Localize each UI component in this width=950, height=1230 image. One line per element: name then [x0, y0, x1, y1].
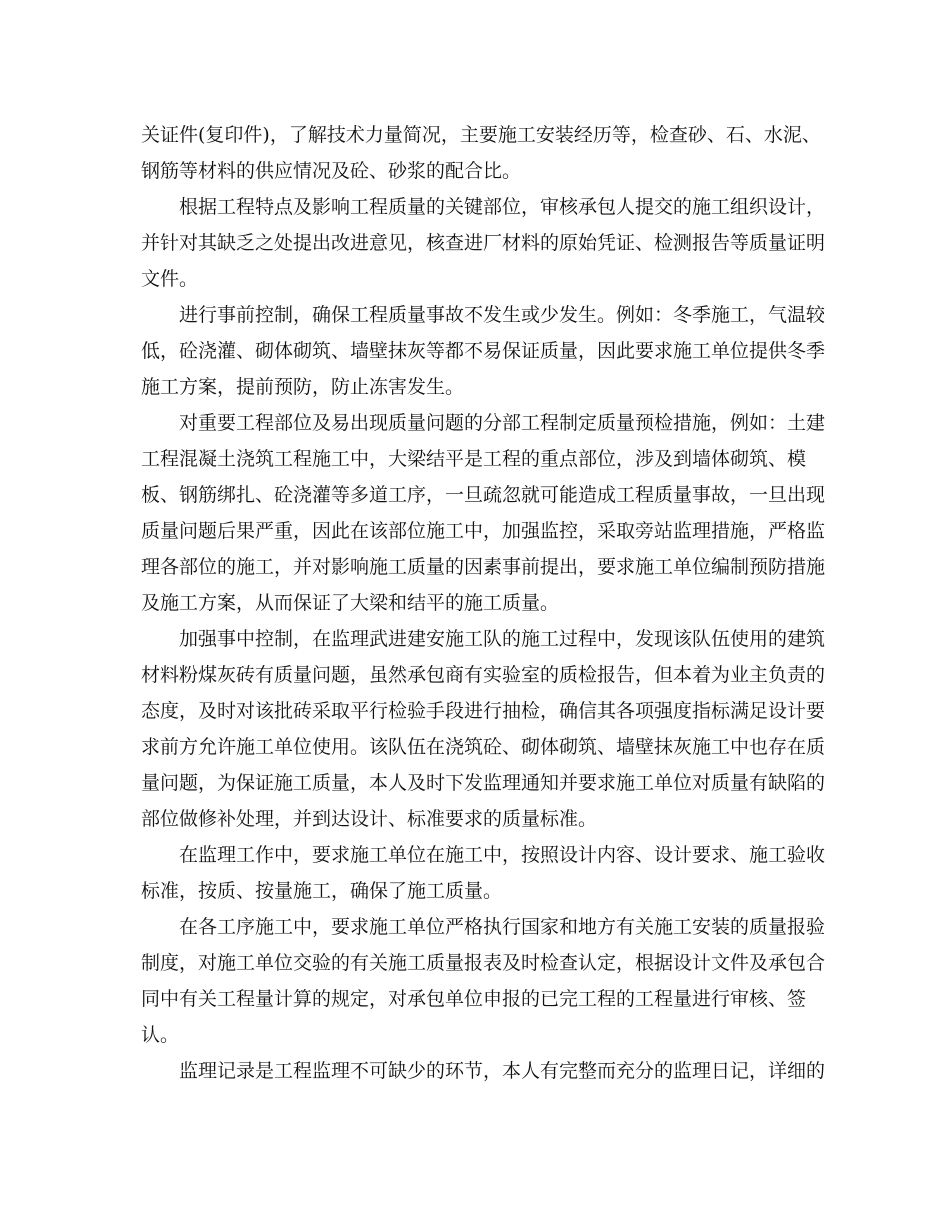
text-line: 对重要工程部位及易出现质量问题的分部工程制定质量预检措施，例如：土建 — [179, 412, 826, 434]
text-line: 根据工程特点及影响工程质量的关键部位，审核承包人提交的施工组织设计， — [179, 196, 826, 218]
paragraph-1 — [141, 117, 821, 189]
text-line: 标准，按质、按量施工，确保了施工质量。 — [141, 880, 503, 902]
text-line: 施工方案，提前预防，防止冻害发生。 — [141, 376, 465, 398]
text-line: 钢筋等材料的供应情况及砼、砂浆的配合比。 — [141, 160, 522, 182]
paragraph-7 — [141, 909, 826, 1053]
text-line: 并针对其缺乏之处提出改进意见，核查进厂材料的原始凭证、检测报告等质量证明 — [141, 232, 826, 254]
text-line: 认。 — [141, 1024, 180, 1046]
text-line: 量问题，为保证施工质量，本人及时下发监理通知并要求施工单位对质量有缺陷的 — [141, 772, 826, 794]
text-line: 低，砼浇灌、砌体砌筑、墙壁抹灰等都不易保证质量，因此要求施工单位提供冬季 — [141, 340, 826, 362]
text-line: 加强事中控制，在监理武进建安施工队的施工过程中，发现该队伍使用的建筑 — [179, 628, 826, 650]
text-line: 质量问题后果严重，因此在该部位施工中，加强监控，采取旁站监理措施，严格监 — [141, 520, 826, 542]
paragraph-3 — [141, 297, 826, 405]
paragraph-4 — [141, 405, 826, 621]
paragraph-2 — [141, 189, 826, 297]
text-line: 文件。 — [141, 268, 199, 290]
text-line: 部位做修补处理，并到达设计、标准要求的质量标准。 — [141, 808, 598, 830]
text-line: 进行事前控制，确保工程质量事故不发生或少发生。例如：冬季施工，气温较 — [179, 304, 826, 326]
text-line: 求前方允许施工单位使用。该队伍在浇筑砼、砌体砌筑、墙壁抹灰施工中也存在质 — [141, 736, 826, 758]
text-line: 同中有关工程量计算的规定，对承包单位申报的已完工程的工程量进行审核、签 — [141, 988, 807, 1010]
text-line: 关证件(复印件)，了解技术力量简况，主要施工安装经历等，检查砂、石、水泥、 — [141, 124, 821, 146]
paragraph-5 — [141, 621, 826, 837]
paragraph-8 — [141, 1053, 826, 1089]
paragraph-6 — [141, 837, 826, 909]
text-line: 态度，及时对该批砖采取平行检验手段进行抽检，确信其各项强度指标满足设计要 — [141, 700, 826, 722]
text-line: 工程混凝土浇筑工程施工中，大梁结平是工程的重点部位，涉及到墙体砌筑、模 — [141, 448, 807, 470]
text-line: 理各部位的施工，并对影响施工质量的因素事前提出，要求施工单位编制预防措施 — [141, 556, 826, 578]
text-line: 制度，对施工单位交验的有关施工质量报表及时检查认定，根据设计文件及承包合 — [141, 952, 826, 974]
text-line: 在各工序施工中，要求施工单位严格执行国家和地方有关施工安装的质量报验 — [179, 916, 826, 938]
text-line: 材料粉煤灰砖有质量问题，虽然承包商有实验室的质检报告，但本着为业主负责的 — [141, 664, 826, 686]
text-line: 及施工方案，从而保证了大梁和结平的施工质量。 — [141, 592, 560, 614]
text-line: 监理记录是工程监理不可缺少的环节，本人有完整而充分的监理日记，详细的 — [179, 1060, 826, 1082]
text-line: 在监理工作中，要求施工单位在施工中，按照设计内容、设计要求、施工验收 — [179, 844, 826, 866]
document-body — [141, 117, 826, 1089]
text-line: 板、钢筋绑扎、砼浇灌等多道工序，一旦疏忽就可能造成工程质量事故，一旦出现 — [141, 484, 826, 506]
